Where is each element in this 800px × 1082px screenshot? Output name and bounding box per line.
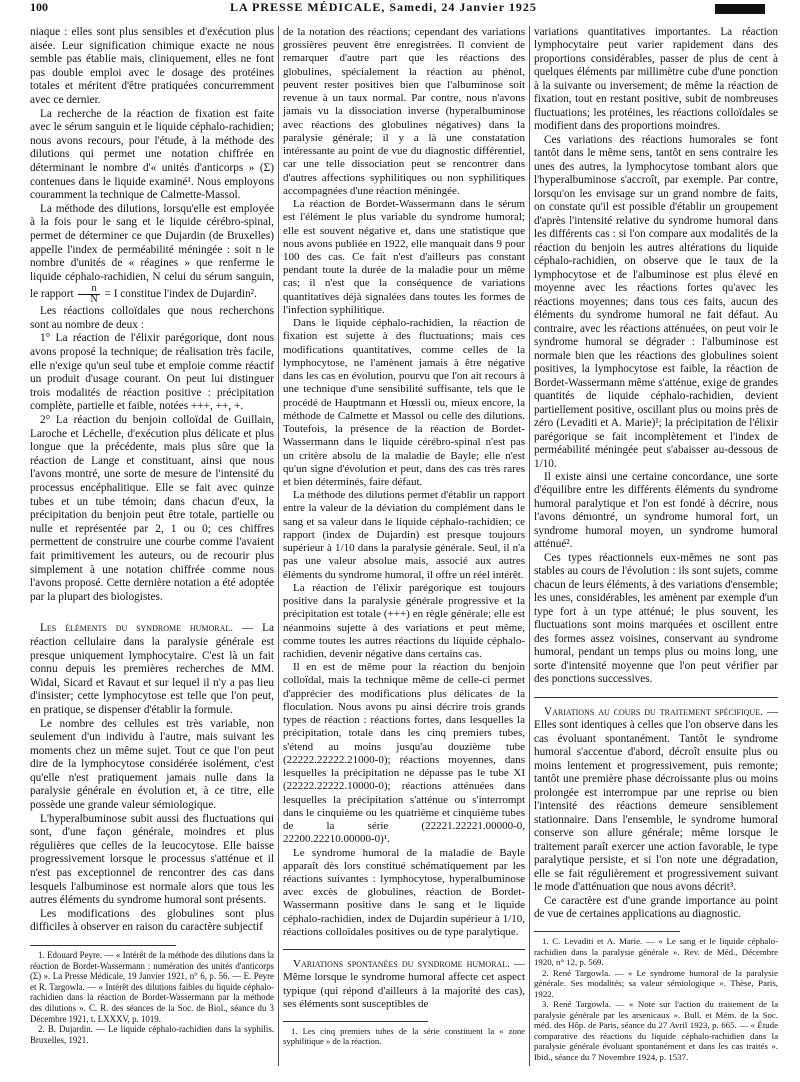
paragraph: Le syndrome humoral de la maladie de Bayle apparaît dès lors constitué schématiquement par les réactions suivantes : lymphocytose, hyperalbuminose avec excès de globulines, réaction de Bordet-Wassermann positive dans le sang et le liquide céphalo-rachidien, index de Dujardin supérieur à 1/10, réactions colloïdales positives ou de type paralytique. [283,846,525,938]
paragraph: variations quantitatives importantes. La réaction lymphocytaire peut varier rapidement dans des proportions considérables, passer de plus de cent à quelques éléments par millimètre cube d'une ponction à la suivante ou inversement; de même la réaction de fixation, tout en restant positive, subit de nombreuses fluctuations; les protéines, les réactions colloïdales se modifient dans des proportions moindres. [534,26,778,133]
paragraph-text: Même lorsque le syndrome humoral affecte cet aspect typique (qui répond d'ailleurs à la majorité des cas), ses éléments sont susceptibles de [283,971,525,1010]
footnote-rule [283,1021,428,1022]
footnote: 2. René Targowla. — « Le syndrome humoral de la paralysie générale. Ses modalités; sa valeur sémiologique ». Thèse, Paris, 1922. [534,967,778,999]
paragraph-text: Elles sont identiques à celles que l'on observe dans les cas évoluant spontanément. Tantôt le syndrome humoral s'accentue d'abord, décroît ensuite plus ou moins lentement et progressivement, puis remonte; tantôt une première phase décroissante plus ou moins prolongée est interrompue par une reprise ou bien l'intensité des réactions demeure sensiblement stationnaire. Dans l'ensemble, le syndrome humoral conserve son allure générale; même lorsque le traitement paraît exercer une action favorable, le type paralytique persiste, et si l'on note une dégradation, elle se fait régulièrement et progressivement suivant le mode d'atténuation que nous avons décrit³. [534,719,778,894]
footnote: 2. B. Dujardin. — Le liquide céphalo-rachidien dans la syphilis. Bruxelles, 1921. [30,1024,274,1045]
column-divider [278,26,279,1066]
column-2 [283,26,525,1066]
fraction-denominator: N [90,294,98,306]
paragraph: de la notation des réactions; cependant des variations grossières peuvent être enregistrées. Il convient de remarquer d'autre part que les réactions des globulines, spécialement la réaction au phénol, peuvent rester positives bien que l'albuminose soit revenue à un taux normal. Par contre, nous n'avons jamais vu la dissociation inverse (hyperalbuminose avec réactions des globulines négatives) dans la paralysie générale; il y a là une constatation intéressante au point de vue du diagnostic différentiel, car une telle dissociation peut se rencontrer dans d'autres affections syphilitiques ou non syphilitiques accompagnées d'une réaction méningée. [283,26,525,197]
paragraph: La méthode des dilutions permet d'établir un rapport entre la valeur de la déviation du complément dans le sang et sa valeur dans le liquide céphalo-rachidien; ce rapport (index de Dujardin) est presque toujours supérieur à 1/10 dans la paralysie générale. Seul, il n'a pas une valeur absolue mais, associé aux autres éléments du syndrome humoral, il offre un réel intérêt. [283,489,525,581]
fraction-numerator: n [78,284,99,295]
paragraph: 1° La réaction de l'élixir parégorique, dont nous avons proposé la technique; de réalisation très facile, elle n'exige qu'un seul tube et emploie comme réactif un produit d'usage courant. On peut lui distinguer trois modalités de réaction positive : précipitation complète, partielle et faible, notées +++, ++, +. [30,332,274,413]
footnote: 1. C. Levaditi et A. Marie. — « Le sang et le liquide céphalo-rachidien dans la paralysie générale ». Rev. de Méd., Décembre 1920, n° 12, p. 569. [534,936,778,968]
page-header [0,0,800,26]
footnote-rule [30,945,176,946]
column-3 [534,26,778,1066]
paragraph-text: = I constitue l'index de Dujardin². [104,288,257,301]
section-heading: Variations au cours du traitement spécifique. [544,705,763,718]
column-1 [30,26,274,1066]
section-heading: Variations spontanées du syndrome humoral. [293,958,510,971]
paragraph: Les modifications des globulines sont plus difficiles à observer en raison du caractère subjectif [30,907,274,934]
paragraph: Ces variations des réactions humorales se font tantôt dans le même sens, tantôt en sens contraire les unes des autres, la lymphocytose tombant alors que l'hyperalbuminose s'accroît, par exemple. Par contre, lorsqu'on les envisage sur un grand nombre de faits, on constate qu'il est possible d'établir un groupement d'après l'intensité relative du syndrome humoral dans les différents cas : si l'on compare aux modalités de la réaction du benjoin les autres altérations du liquide céphalo-rachidien, on observe que le taux de la lymphocytose et de l'albuminose est plus élevé en moyenne avec les réactions fortes qu'avec les réactions moyennes; dans tous ces faits, aucun des éléments du syndrome humoral ne fait défaut. Au contraire, avec les réactions atténuées, on peut voir le syndrome humoral se dégrader : l'albuminose est normale bien que les réactions des globulines soient positives, la lymphocytose est faible, la réaction de Bordet-Wassermann même s'atténue, exige de grandes quantités de liquide céphalo-rachidien, devient partiellement positive, oscillant plus ou moins près de zéro (Levaditi et A. Marie)¹; la précipitation de l'élixir parégorique se fait incomplètement et l'index de perméabilité méningée peut s'abaisser au-dessous de 1/10. [534,133,778,470]
section-paragraph: Les éléments du syndrome humoral. — La réaction cellulaire dans la paralysie générale est presque uniquement lymphocytaire. C'est là un fait connu depuis les premières recherches de MM. Widal, Sicard et Ravaut et sur lequel il n'y a pas lieu d'insister; cette lymphocytose est telle que l'on peut, en pratique, se dispenser d'établir la formule. [30,622,274,716]
running-title: LA PRESSE MÉDICALE, Samedi, 24 Janvier 1925 [230,0,537,14]
paragraph: 2° La réaction du benjoin colloïdal de Guillain, Laroche et Léchelle, d'exécution plus délicate et plus longue que la précédente, mais plus sûre que la réaction de Lange et constituant, ainsi que nous l'avons montré, une sorte de mesure de l'intensité du processus encéphalitique. Elle se fait avec quinze tubes et un tube témoin; dans chacun d'eux, la précipitation du benjoin peut être totale, partielle ou nulle et représentée par 2, 1 ou 0; ces chiffres permettent de construire une courbe comme l'avaient fait primitivement les auteurs, ou de recourir plus simplement à une notation chiffrée comme nous l'avons proposé. Cette dernière notation a été adoptée par la plupart des biologistes. [30,414,274,603]
paragraph-text: La réaction cellulaire dans la paralysie générale est presque uniquement lymphocytaire. C'est là un fait connu depuis les premières recherches de MM. Widal, Sicard et Ravaut et sur lequel il n'y a pas lieu d'insister; cette lymphocytose est telle que l'on peut, en pratique, se dispenser d'établir la formule. [30,622,274,716]
paragraph: L'hyperalbuminose subit aussi des fluctuations qui sont, d'une façon générale, moindres et plus régulières que celles de la leucocytose. Elle baisse progressivement lorsque le processus s'atténue et il n'est pas exceptionnel de rencontrer des cas dans lesquels l'albuminose est normale alors que tous les autres éléments du syndrome humoral sont présents. [30,812,274,907]
section-heading: Les éléments du syndrome humoral. [40,622,234,635]
section-paragraph: Variations spontanées du syndrome humoral. — Même lorsque le syndrome humoral affecte cet aspect typique (qui répond d'ailleurs à la majorité des cas), ses éléments sont susceptibles de [283,958,525,1010]
column-divider [529,26,530,1066]
section-rule [534,697,778,698]
paragraph: La réaction de Bordet-Wassermann dans le sérum est l'élément le plus variable du syndrome humoral; elle est souvent négative et, dans une statistique que nous avons publiée en 1922, elle manquait dans 9 pour 100 des cas. Ce fait n'est d'ailleurs pas constant pendant toute la durée de la maladie pour un même cas; il n'est que la conséquence de variations quantitatives déjà signalées dans toutes les formes de l'infection syphilitique. [283,198,525,316]
footnote: 3. René Targowla. — « Note sur l'action du traitement de la paralysie générale par les arsenicaux ». Bull. et Mém. de la Soc. méd. des Hôp. de Paris, séance du 27 Avril 1923, p. 665. — « Étude comparative des réactions du liquide céphalo-rachidien dans la paralysie générale évoluant spontanément et dans les cas traités ». Ibid., séance du 7 Novembre 1924, p. 1537. [534,999,778,1062]
paragraph [30,203,274,306]
footnote: 1. Edouard Peyre. — « Intérêt de la méthode des dilutions dans la réaction de Bordet-Wassermann : numération des unités d'anticorps (Σ) ». La Presse Médicale, 19 Janvier 1921, n° 6, p. 56. — E. Peyre et R. Targowla. — « Intérêt des dilutions faibles du liquide céphalo-rachidien dans la réaction de Bordet-Wassermann par la méthode des dilutions ». C. R. des séances de la Soc. de Biol., séance du 3 Décembre 1921, t. LXXXV, p. 1019. [30,950,274,1024]
paragraph: Ces types réactionnels eux-mêmes ne sont pas stables au cours de l'évolution : ils sont sujets, comme chacun de leurs éléments, à des variations d'ensemble; les unes, considérables, les amènent par exemple d'un type fort à un type atténué; le plus souvent, les fluctuations sont moins marquées et oscillent entre des formes assez voisines, conservant au syndrome humoral, pendant un temps plus ou moins long, une sorte d'intensité moyenne que l'on peut vérifier par des ponctions successives. [534,551,778,686]
paragraph: La réaction de l'élixir parégorique est toujours positive dans la paralysie générale progressive et la précipitation est totale (+++) en règle générale; elle est néanmoins sujette à des variations et peut même, comme toutes les autres réactions du liquide céphalo-rachidien, devenir négative dans certains cas. [283,581,525,661]
section-paragraph: Variations au cours du traitement spécifique. — Elles sont identiques à celles que l'on observe dans les cas évoluant spontanément. Tantôt le syndrome humoral s'accentue d'abord, décroît ensuite plus ou moins lentement et progressivement, puis remonte; tantôt une première phase décroissante plus ou moins prolongée est interrompue par une reprise ou bien l'intensité des réactions demeure sensiblement stationnaire. Dans l'ensemble, le syndrome humoral conserve son allure générale; même lorsque le traitement paraît exercer une action favorable, le type paralytique persiste, et si l'on note une dégradation, elle se fait régulièrement et progressivement suivant le mode d'atténuation que nous avons décrit³. [534,705,779,894]
footnote: 1. Les cinq premiers tubes de la série constituent la « zone syphilitique » de la réaction. [283,1026,525,1047]
paragraph: Le nombre des cellules est très variable, non seulement d'un individu à l'autre, mais suivant les moments chez un même sujet. Tout ce que l'on peut dire de la lymphocytose considérée isolément, c'est qu'elle n'est pratiquement jamais nulle dans la paralysie générale en évolution et, à ce titre, elle possède une grande valeur sémiologique. [30,717,274,812]
paragraph: Les réactions colloïdales que nous recherchons sont au nombre de deux : [30,305,274,331]
paragraph: La recherche de la réaction de fixation est faite avec le sérum sanguin et le liquide céphalo-rachidien; nous avons recours, pour l'étude, à la méthode des dilutions qui permet une notation chiffrée en déterminant le nombre d'« unités d'anticorps » (Σ) contenues dans le liquide examiné¹. Nous employons couramment la technique de Calmette-Massol. [30,107,274,202]
paragraph: niaque : elles sont plus sensibles et d'exécution plus aisée. Leur signification chimique exacte ne nous semble pas établie mais, cliniquement, elles ne font pas double emploi avec le dosage des protéines totales et méritent d'être pratiquées concurremment avec ce dernier. [30,26,274,106]
paragraph: Il en est de même pour la réaction du benjoin colloïdal, mais la technique même de celle-ci permet d'apprécier des modifications plus délicates de la floculation. Nous avons pu ainsi décrire trois grands types de réaction : réactions fortes, dans lesquelles la précipitation, totale dans les cinq premiers tubes, s'étend au moins jusqu'au douzième tube (22222.22222.21000-0); réactions moyennes, dans lesquelles la précipitation ne dépasse pas le tube XI (22222.22222.10000-0); réactions atténuées dans lesquelles la précipitation s'atténue ou s'interrompt dans le cinquième ou les quatrième et cinquième tubes de la série (22221.22221.00000-0, 22200.22210.00000-0)¹. [283,661,525,846]
page-number: 100 [30,0,48,14]
paragraph: Il existe ainsi une certaine concordance, une sorte d'équilibre entre les différents éléments du syndrome humoral paralytique et l'on est fondé à décrire, nous l'avons démontré, un syndrome humoral fort, un syndrome humoral moyen, un syndrome humoral atténué². [534,470,778,551]
paragraph: Dans le liquide céphalo-rachidien, la réaction de fixation est sujette à des fluctuations; mais ces modifications quantitatives, comme celles de la lymphocytose, ne l'amènent jamais à être négative dans les cas en évolution, pourvu que l'on ait recours à une technique d'une sensibilité suffisante, tels que le procédé de Hauptmann et Hœssli ou, mieux encore, la méthode de Calmette et Massol ou celle des dilutions. Toutefois, la présence de la réaction de Bordet-Wassermann dans le liquide cérébro-spinal n'est pas un critère absolu de la maladie de Bayle; elle n'est qu'un signe d'évolution et peut, dans des cas très rares et bien déterminés, faire défaut. [283,317,525,488]
paragraph: Ce caractère est d'une grande importance au point de vue de certaines applications au diagnostic. [534,894,778,920]
header-ornament [715,4,765,14]
section-rule [283,949,525,950]
footnote-rule [534,931,680,932]
paragraph-text: La méthode des dilutions, lorsqu'elle est employée à la fois pour le sang et le liquide cérébro-spinal, permet de déterminer ce que Dujardin (de Bruxelles) appelle l'index de perméabilité méningée : soit n le nombre d'unités de « réagines » que renferme le liquide céphalo-rachidien, N celui du sérum sanguin, le rapport [30,202,274,301]
fraction [78,284,99,305]
